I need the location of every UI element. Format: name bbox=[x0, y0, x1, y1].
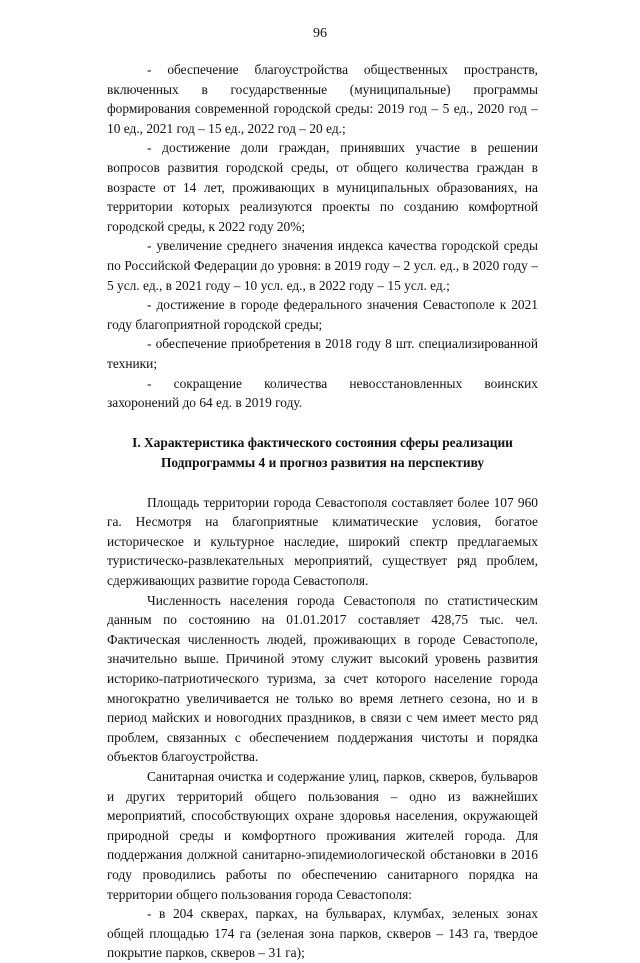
page-number: 96 bbox=[313, 26, 327, 41]
body-paragraph: Площадь территории города Севастополя составляет более 107 960 га. Несмотря на благоприятные климатические условия, богатое историческое и культурное наследие, широкий спектр предлагаемых туристическо-развлекательных мероприятий, существует ряд проблем, сдерживающих развитие города Севастополя. bbox=[107, 494, 538, 589]
bullet-item: - достижение в городе федерального значения Севастополе к 2021 году благоприятной городской среды; bbox=[107, 297, 538, 332]
section-heading-line: I. Характеристика фактического состояния сферы реализации bbox=[132, 434, 513, 450]
bullet-item: - обеспечение благоустройства общественных пространств, включенных в государственные (муниципальные) программы формирования современной городской среды: 2019 год – 5 ед., 2020 год – 10 ед., 2021 год – 15 ед., 2022 год – 20 ед.; bbox=[107, 62, 538, 136]
bullet-item: - достижение доли граждан, принявших участие в решении вопросов развития городской среды, от общего количества граждан в возрасте от 14 лет, проживающих в муниципальных образованиях, на территории которых реализуются проекты по созданию комфортной городской среды, к 2022 году 20%; bbox=[107, 140, 538, 234]
section-heading bbox=[107, 433, 538, 473]
body-paragraph: Санитарная очистка и содержание улиц, парков, скверов, бульваров и других территорий общего пользования – одно из важнейших мероприятий, способствующих охране здоровья населения, окружающей природной среды и комфортного проживания жителей города. Для поддержания должной санитарно-эпидемиологической обстановки в 2016 году проводились работы по обеспечению санитарного порядка на территории общего пользования города Севастополя: bbox=[107, 769, 538, 902]
page-body bbox=[107, 60, 538, 963]
bullet-item: - обеспечение приобретения в 2018 году 8 шт. специализированной техники; bbox=[107, 336, 538, 371]
bullet-item: - увеличение среднего значения индекса качества городской среды по Российской Федерации до уровня: в 2019 году – 2 усл. ед., в 2020 году – 5 усл. ед., в 2021 году – 10 усл. ед., в 2022 году – 15 усл. ед.; bbox=[107, 238, 538, 293]
section-heading-line: Подпрограммы 4 и прогноз развития на перспективу bbox=[160, 454, 485, 470]
bullet-item: - сокращение количества невосстановленных воинских захоронений до 64 ед. в 2019 году. bbox=[107, 375, 538, 411]
body-paragraph: Численность населения города Севастополя по статистическим данным по состоянию на 01.01.2017 составляет 428,75 тыс. чел. Фактическая численность людей, проживающих в городе Севастополе, значительно выше. Причиной этому служит высокий уровень развития историко-патриотического туризма, за счет которого население города многократно увеличивается не только во время летнего сезона, но и в период майских и новогодних праздников, в связи с чем имеет место ряд проблем, связанных с обеспечением поддержания чистоты и порядка объектов благоустройства. bbox=[107, 592, 538, 765]
bullet-item: - в 204 скверах, парках, на бульварах, клумбах, зеленых зонах общей площадью 174 га (зеленая зона парков, скверов – 143 га, твердое покрытие парков, скверов – 31 га); bbox=[107, 906, 538, 961]
